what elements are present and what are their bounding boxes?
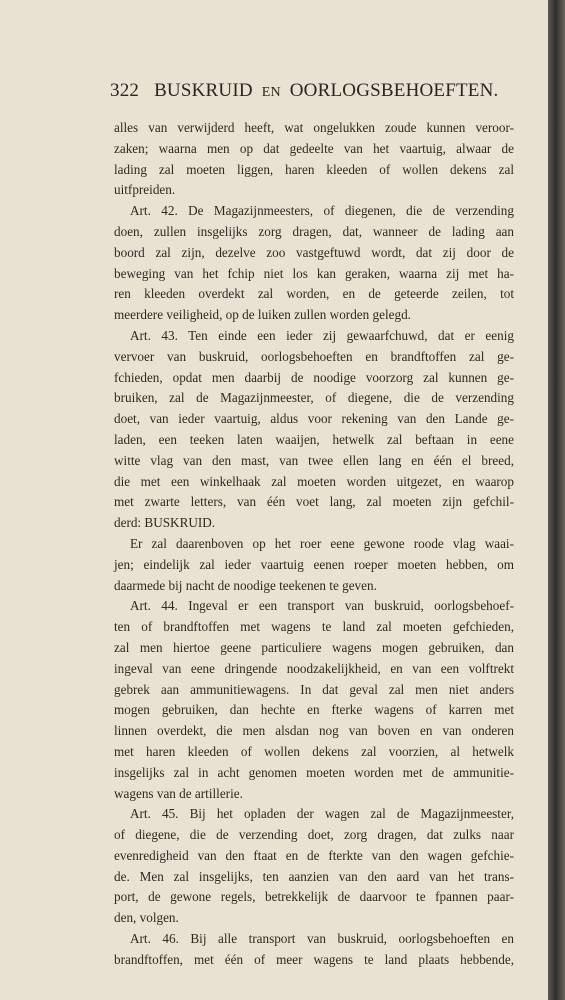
text-line: wagens van de artillerie.	[114, 785, 243, 801]
header-title-part2: OORLOGSBEHOEFTEN.	[289, 80, 499, 101]
text-line: beweging van het fchip niet los kan geraken, waarna zij met ha-	[114, 265, 514, 281]
text-line: laden, een teeken laten waaijen, hetwelk zal beftaan in eene	[114, 431, 514, 447]
running-header	[110, 80, 499, 102]
text-line: Art. 46. Bij alle transport van buskruid, oorlogsbehoeften en	[130, 931, 514, 947]
text-line: insgelijks zal in acht genomen moeten worden met de ammunitie-	[114, 764, 514, 780]
text-line: vervoer van buskruid, oorlogsbehoeften en brandftoffen zal ge-	[114, 348, 514, 364]
text-line: Art. 42. De Magazijnmeesters, of diegenen, die de verzending	[130, 203, 514, 219]
text-line: gebrek aan ammunitiewagens. In dat geval zal men niet anders	[114, 681, 514, 697]
text-line: Art. 43. Ten einde een ieder zij gewaarfchuwd, dat er eenig	[130, 327, 514, 343]
text-line: doet, van ieder vaartuig, aldus voor rekening van den Lande ge-	[114, 411, 514, 427]
text-line: mogen gebruiken, dan hechte en fterke wagens of karren met	[114, 702, 514, 718]
text-line: zal men hiertoe geene particuliere wagens mogen gebruiken, dan	[114, 639, 514, 655]
text-line: de. Men zal insgelijks, ten aanzien van den aard van het trans-	[114, 868, 514, 884]
text-line: Art. 45. Bij het opladen der wagen zal de Magazijnmeester,	[130, 806, 514, 822]
text-line: of diegene, die de verzending doet, zorg dragen, dat zulks naar	[114, 827, 514, 843]
text-line: lading zal moeten liggen, haren kleeden of wollen dekens zal	[114, 161, 514, 177]
text-line: met zwarte letters, van één voet lang, zal moeten zijn gefchil-	[114, 494, 514, 510]
header-title-conjunction: EN	[261, 85, 281, 100]
text-line: brandftoffen, met één of meer wagens te land plaats hebbende,	[114, 951, 514, 967]
text-line: fchieden, opdat men daarbij de noodige voorzorg zal kunnen ge-	[114, 369, 514, 385]
text-line: den, volgen.	[114, 910, 179, 926]
text-line: ren kleeden overdekt zal worden, en de geteerde zeilen, tot	[114, 286, 514, 302]
body-text	[114, 118, 514, 971]
header-title-part1: BUSKRUID	[154, 80, 253, 101]
text-line: ten of brandftoffen met wagens te land zal moeten gefchieden,	[114, 619, 514, 635]
text-line: doen, zullen insgelijks zorg dragen, dat, wanneer de lading aan	[114, 223, 514, 239]
text-line: uitfpreiden.	[114, 182, 176, 198]
text-line: port, de gewone regels, betrekkelijk de daarvoor te fpannen paar-	[114, 889, 514, 905]
text-line: bruiken, zal de Magazijnmeester, of diegene, die de verzending	[114, 390, 514, 406]
text-line: evenredigheid van den ftaat en de fterkte van den wagen gefchie-	[114, 847, 514, 863]
text-line: zaken; waarna men op dat gedeelte van het vaartuig, alwaar de	[114, 140, 514, 156]
text-line: Art. 44. Ingeval er een transport van buskruid, oorlogsbehoef-	[130, 598, 514, 614]
text-line: alles van verwijderd heeft, wat ongelukken zoude kunnen veroor-	[114, 120, 514, 135]
text-line: Er zal daarenboven op het roer eene gewone roode vlag waai-	[130, 535, 514, 551]
text-line: ingeval van eene dringende noodzakelijkheid, en van een volftrekt	[114, 660, 514, 676]
text-line: witte vlag van den mast, van twee ellen lang en één el breed,	[114, 452, 514, 468]
text-line: derd: BUSKRUID.	[114, 515, 216, 531]
text-line: linnen overdekt, die men alsdan nog van boven en van onderen	[114, 723, 514, 739]
text-line: meerdere veiligheid, op de luiken zullen worden gelegd.	[114, 307, 411, 323]
text-line: jen; eindelijk zal ieder vaartuig eenen roeper moeten hebben, om	[114, 556, 514, 572]
text-line: met haren kleeden of wollen dekens zal voorzien, al hetwelk	[114, 743, 514, 759]
text-line: boord zal zijn, dezelve zoo vastgeftuwd wordt, dat zij door de	[114, 244, 514, 260]
book-binding-edge	[548, 0, 565, 1000]
page-number: 322	[110, 80, 140, 101]
text-line: daarmede bij nacht de noodige teekenen te geven.	[114, 577, 377, 593]
text-line: die met een winkelhaak zal moeten worden uitgezet, en waarop	[114, 473, 514, 489]
